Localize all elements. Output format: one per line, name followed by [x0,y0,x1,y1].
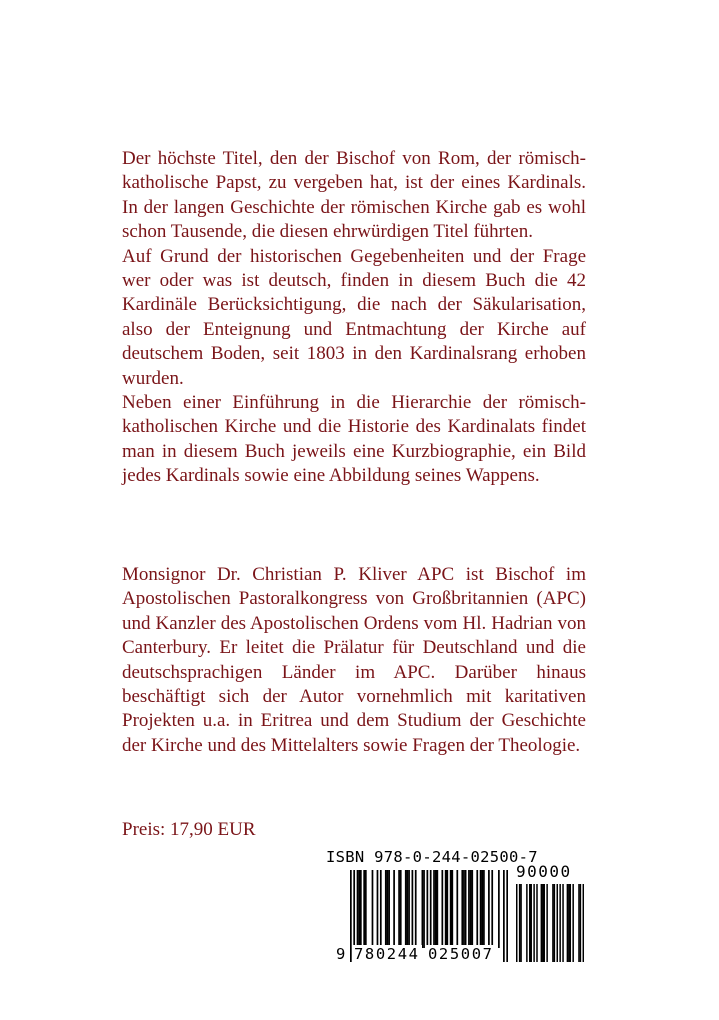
barcode-bar [398,870,400,948]
barcode-bar [407,870,409,948]
addon-bar [568,884,569,962]
barcode-bar [363,870,365,948]
barcode-bar [488,870,490,948]
barcode-bar [483,870,485,948]
barcode-bar [441,870,443,948]
addon-bar [552,884,553,962]
barcode-bar [423,870,425,948]
addon-bar [557,884,558,962]
barcode-bar [393,870,395,948]
ean-right-group: 025007 [428,945,494,963]
addon-bar [519,884,520,962]
price-label: Preis: 17,90 EUR [122,819,256,840]
barcode-bar [446,870,448,948]
isbn-label: ISBN 978-0-244-02500-7 [326,848,538,866]
description-paragraph-3: Neben einer Einführung in die Hierarchie der römisch-katholischen Kirche und die Historie des Kardinalats findet man in diesem Buch jeweils eine Kurzbiographie, ein Bild jedes Kardinals sowie eine Abbildung seines Wappens. [122,392,586,487]
addon-bar [546,884,547,962]
barcode-bar [436,870,438,948]
barcode-bar [388,870,390,948]
addon-bar [536,884,537,962]
addon-bar [580,884,581,962]
barcode-bar [470,870,472,948]
addon-bar [572,884,573,962]
barcode-bar [372,870,374,948]
barcode-bar [480,870,482,948]
addon-barcode-bars [516,884,584,962]
barcode-bar [412,870,414,948]
barcode-bar [357,870,359,948]
addon-bar [520,884,521,962]
barcode-bar [405,870,407,948]
barcode-addon-digits: 90000 [516,862,572,881]
description-paragraph-1: Der höchste Titel, den der Bischof von Rom, der römisch-katholische Papst, zu vergeben hat, ist der eines Kardinals. In der langen Geschichte der römischen Kirche gab es wohl schon Tausende, die diesen ehrwürdigen Titel führten. [122,148,586,243]
addon-bar [530,884,531,962]
ean-first-digit: 9 [336,945,346,963]
addon-bar [526,884,527,962]
barcode-guard-bar [503,870,505,962]
author-bio-text: Monsignor Dr. Christian P. Kliver APC ist Bischof im Apostolischen Pastoralkongress von Großbritannien (APC) und Kanzler des Apostolischen Ordens vom Hl. Hadrian von Canterbury. Er leitet die Prälatur für Deutschland und die deutschsprachigen Länder im APC. Darüber hinaus beschäftigt sich der Autor vornehmlich mit karitativen Projekten u.a. in Eritrea und dem Studium der Geschichte der Kirche und des Mittelalters sowie Fragen der Theologie. [122,564,586,756]
barcode-bar [445,870,447,948]
addon-bar [516,884,517,962]
addon-bar [570,884,571,962]
barcode-bar [476,870,478,948]
barcode-bar [463,870,465,948]
addon-bar [554,884,555,962]
addon-bar [562,884,563,962]
addon-bar [541,884,542,962]
ean-left-group: 780244 [354,945,420,963]
barcode-bar [461,870,463,948]
addon-bar [529,884,530,962]
barcode-bar [400,870,402,948]
barcode-bar [450,870,452,948]
book-description [122,147,586,489]
description-paragraph-2: Auf Grund der historischen Gegebenheiten und der Frage wer oder was ist deutsch, finden in diesem Buch die 42 Kardinäle Berücksichtigung, die nach der Säkularisation, also der Enteignung und Entmachtung der Kirche auf deutschem Boden, seit 1803 in den Kardinalsrang erhoben wurden. [122,245,586,389]
barcode-bar [465,870,467,948]
barcode-bar [360,870,362,948]
barcode-bar [380,870,382,948]
barcode-bar [481,870,483,948]
addon-bar [567,884,568,962]
addon-bar [543,884,544,962]
barcode-bar [471,870,473,948]
barcode-bar [456,870,458,948]
barcode-bar [365,870,367,948]
barcode-bar [498,870,500,948]
barcode-bar [415,870,417,948]
barcode-bar [408,870,410,948]
barcode-bar [422,870,424,948]
barcode-bar [387,870,389,948]
barcode-bar [491,870,493,948]
isbn-barcode [326,848,588,973]
addon-bar [583,884,584,962]
barcode-bar [358,870,360,948]
addon-bar [542,884,543,962]
addon-bar [533,884,534,962]
barcode-bar [385,870,387,948]
barcode-bar [435,870,437,948]
barcode-guard-bar [506,870,508,962]
barcode-bar [433,870,435,948]
barcode-bar [377,870,379,948]
barcode-bar [468,870,470,948]
barcode-bar [451,870,453,948]
addon-bar [578,884,579,962]
addon-bar [559,884,560,962]
author-biography [122,563,586,758]
